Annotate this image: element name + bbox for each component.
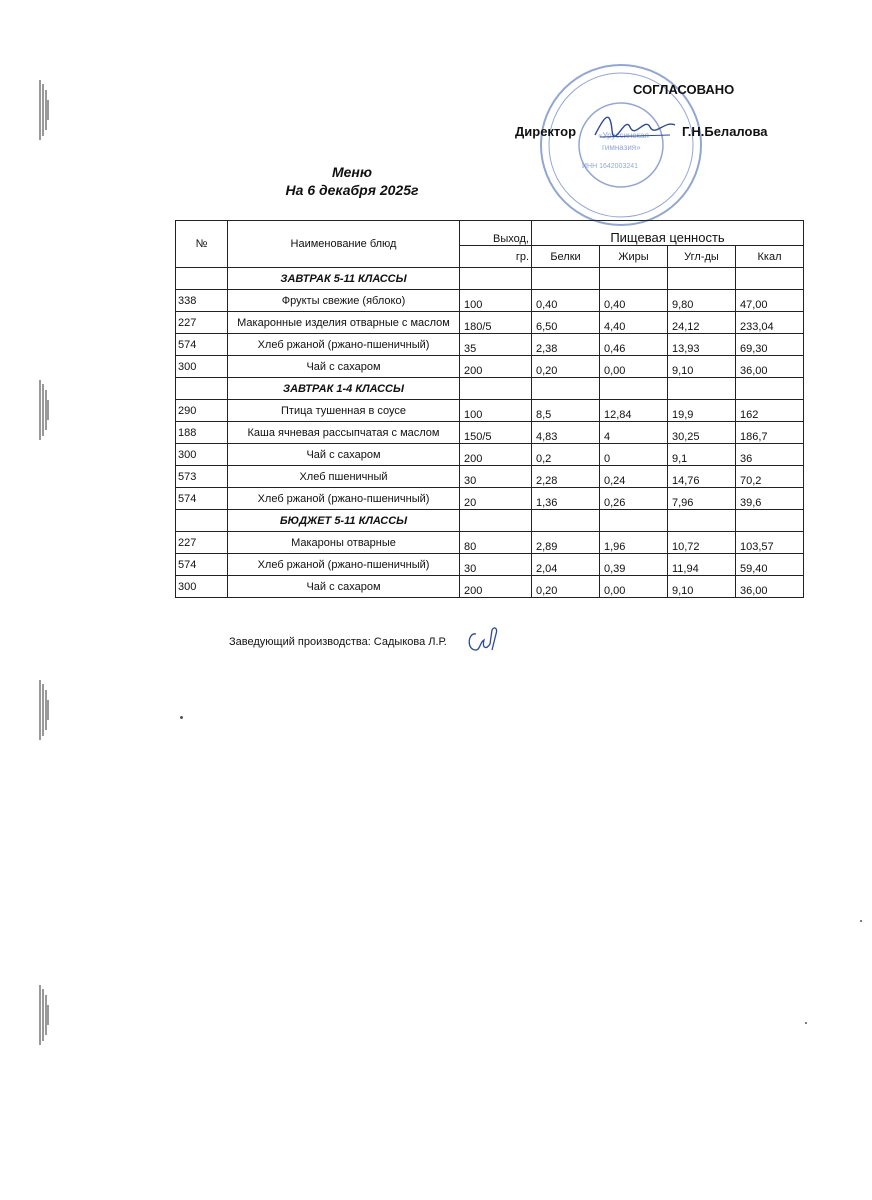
scan-dot bbox=[805, 1022, 807, 1024]
table-row bbox=[176, 488, 804, 510]
cell-name: Фрукты свежие (яблоко) bbox=[228, 290, 460, 312]
cell-protein: 0,20 bbox=[532, 576, 600, 598]
cell-fat: 0,00 bbox=[600, 576, 668, 598]
section-row bbox=[176, 378, 804, 400]
table-row bbox=[176, 290, 804, 312]
header-kcal: Ккал bbox=[736, 246, 804, 268]
footer-signature-line: Заведующий производства: Садыкова Л.Р. bbox=[229, 636, 447, 648]
cell-fat: 0,46 bbox=[600, 334, 668, 356]
cell-protein: 2,28 bbox=[532, 466, 600, 488]
menu-table bbox=[175, 220, 804, 598]
cell-name: Хлеб ржаной (ржано-пшеничный) bbox=[228, 334, 460, 356]
cell-protein: 2,38 bbox=[532, 334, 600, 356]
cell-num: 573 bbox=[176, 466, 228, 488]
cell-num: 300 bbox=[176, 444, 228, 466]
table-row bbox=[176, 466, 804, 488]
approval-status: СОГЛАСОВАНО bbox=[633, 82, 735, 97]
cell-name: Птица тушенная в соусе bbox=[228, 400, 460, 422]
header-carbs: Угл-ды bbox=[668, 246, 736, 268]
cell-carbs: 10,72 bbox=[668, 532, 736, 554]
cell-name: Хлеб пшеничный bbox=[228, 466, 460, 488]
cell-protein: 0,40 bbox=[532, 290, 600, 312]
cell-protein: 2,04 bbox=[532, 554, 600, 576]
cell-output: 100 bbox=[460, 400, 532, 422]
cell-output: 30 bbox=[460, 466, 532, 488]
cell-output: 200 bbox=[460, 356, 532, 378]
table-row bbox=[176, 312, 804, 334]
cell-fat: 0,26 bbox=[600, 488, 668, 510]
manager-signature bbox=[462, 620, 506, 660]
cell-carbs: 11,94 bbox=[668, 554, 736, 576]
scan-artifact bbox=[38, 985, 50, 1045]
cell-carbs: 24,12 bbox=[668, 312, 736, 334]
svg-text:«Уруссинская: «Уруссинская bbox=[598, 131, 649, 140]
cell-protein: 1,36 bbox=[532, 488, 600, 510]
director-label: Директор bbox=[515, 124, 577, 139]
header-name: Наименование блюд bbox=[228, 221, 460, 268]
cell-carbs: 13,93 bbox=[668, 334, 736, 356]
cell-kcal: 59,40 bbox=[736, 554, 804, 576]
cell-output: 80 bbox=[460, 532, 532, 554]
cell-protein: 6,50 bbox=[532, 312, 600, 334]
header-num: № bbox=[176, 221, 228, 268]
cell-name: Чай с сахаром bbox=[228, 444, 460, 466]
cell-fat: 4 bbox=[600, 422, 668, 444]
director-name: Г.Н.Белалова bbox=[682, 124, 768, 139]
scan-dot bbox=[180, 716, 183, 719]
cell-num: 290 bbox=[176, 400, 228, 422]
header-protein: Белки bbox=[532, 246, 600, 268]
cell-num: 574 bbox=[176, 554, 228, 576]
cell-output: 200 bbox=[460, 576, 532, 598]
cell-kcal: 36,00 bbox=[736, 576, 804, 598]
table-row bbox=[176, 576, 804, 598]
scan-artifact bbox=[38, 380, 50, 440]
cell-protein: 8,5 bbox=[532, 400, 600, 422]
table-row bbox=[176, 422, 804, 444]
page-title bbox=[266, 163, 438, 199]
cell-name: Макаронные изделия отварные с маслом bbox=[228, 312, 460, 334]
cell-name: Чай с сахаром bbox=[228, 576, 460, 598]
cell-carbs: 9,80 bbox=[668, 290, 736, 312]
cell-output: 200 bbox=[460, 444, 532, 466]
cell-fat: 0,40 bbox=[600, 290, 668, 312]
table-row bbox=[176, 334, 804, 356]
cell-num: 227 bbox=[176, 312, 228, 334]
header-output: Выход, bbox=[460, 221, 532, 246]
header-nutrition: Пищевая ценность bbox=[532, 221, 804, 246]
cell-kcal: 39,6 bbox=[736, 488, 804, 510]
cell-fat: 0,39 bbox=[600, 554, 668, 576]
cell-fat: 0,24 bbox=[600, 466, 668, 488]
cell-carbs: 9,10 bbox=[668, 356, 736, 378]
cell-kcal: 162 bbox=[736, 400, 804, 422]
cell-carbs: 14,76 bbox=[668, 466, 736, 488]
cell-output: 35 bbox=[460, 334, 532, 356]
table-row bbox=[176, 554, 804, 576]
section-title: ЗАВТРАК 1-4 КЛАССЫ bbox=[228, 378, 460, 400]
cell-fat: 4,40 bbox=[600, 312, 668, 334]
cell-num: 188 bbox=[176, 422, 228, 444]
cell-name: Каша ячневая рассыпчатая с маслом bbox=[228, 422, 460, 444]
table-row bbox=[176, 444, 804, 466]
scan-artifact bbox=[38, 680, 50, 740]
cell-protein: 0,20 bbox=[532, 356, 600, 378]
scan-artifact bbox=[38, 80, 50, 140]
title-line-1: Меню bbox=[331, 164, 372, 180]
cell-num: 574 bbox=[176, 488, 228, 510]
cell-output: 180/5 bbox=[460, 312, 532, 334]
title-line-2: На 6 декабря 2025г bbox=[285, 182, 419, 198]
cell-carbs: 7,96 bbox=[668, 488, 736, 510]
cell-output: 30 bbox=[460, 554, 532, 576]
cell-name: Хлеб ржаной (ржано-пшеничный) bbox=[228, 488, 460, 510]
cell-carbs: 30,25 bbox=[668, 422, 736, 444]
cell-fat: 0,00 bbox=[600, 356, 668, 378]
table-row bbox=[176, 400, 804, 422]
cell-fat: 0 bbox=[600, 444, 668, 466]
cell-kcal: 103,57 bbox=[736, 532, 804, 554]
cell-kcal: 36,00 bbox=[736, 356, 804, 378]
cell-fat: 12,84 bbox=[600, 400, 668, 422]
scan-dot bbox=[860, 920, 862, 922]
section-row bbox=[176, 510, 804, 532]
cell-name: Чай с сахаром bbox=[228, 356, 460, 378]
cell-output: 150/5 bbox=[460, 422, 532, 444]
svg-text:гимназия»: гимназия» bbox=[602, 143, 641, 152]
header-output-unit: гр. bbox=[460, 246, 532, 268]
cell-protein: 2,89 bbox=[532, 532, 600, 554]
table-row bbox=[176, 356, 804, 378]
svg-text:ИНН 1642003241: ИНН 1642003241 bbox=[582, 163, 639, 170]
cell-kcal: 69,30 bbox=[736, 334, 804, 356]
cell-num: 300 bbox=[176, 356, 228, 378]
cell-output: 20 bbox=[460, 488, 532, 510]
cell-kcal: 47,00 bbox=[736, 290, 804, 312]
cell-carbs: 19,9 bbox=[668, 400, 736, 422]
cell-num: 574 bbox=[176, 334, 228, 356]
table-row bbox=[176, 532, 804, 554]
cell-name: Макароны отварные bbox=[228, 532, 460, 554]
header-fat: Жиры bbox=[600, 246, 668, 268]
cell-num: 227 bbox=[176, 532, 228, 554]
cell-carbs: 9,1 bbox=[668, 444, 736, 466]
section-row bbox=[176, 268, 804, 290]
director-signature bbox=[590, 105, 680, 145]
cell-kcal: 70,2 bbox=[736, 466, 804, 488]
section-title: БЮДЖЕТ 5-11 КЛАССЫ bbox=[228, 510, 460, 532]
cell-protein: 4,83 bbox=[532, 422, 600, 444]
cell-output: 100 bbox=[460, 290, 532, 312]
cell-carbs: 9,10 bbox=[668, 576, 736, 598]
table-header-row bbox=[176, 221, 804, 246]
cell-kcal: 36 bbox=[736, 444, 804, 466]
cell-num: 338 bbox=[176, 290, 228, 312]
cell-kcal: 186,7 bbox=[736, 422, 804, 444]
cell-kcal: 233,04 bbox=[736, 312, 804, 334]
cell-protein: 0,2 bbox=[532, 444, 600, 466]
cell-name: Хлеб ржаной (ржано-пшеничный) bbox=[228, 554, 460, 576]
section-title: ЗАВТРАК 5-11 КЛАССЫ bbox=[228, 268, 460, 290]
cell-num: 300 bbox=[176, 576, 228, 598]
cell-fat: 1,96 bbox=[600, 532, 668, 554]
